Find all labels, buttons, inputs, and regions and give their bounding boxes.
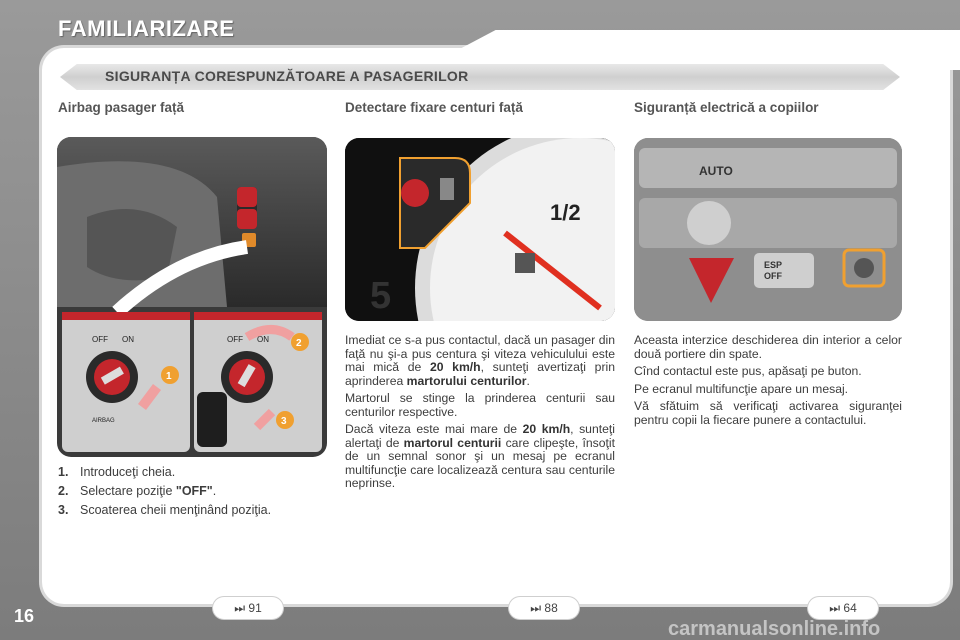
seatbelt-warning-photo [345,138,615,321]
child-lock-text [634,334,902,431]
airbag-photo [57,137,327,457]
belts-paragraph-1: Imediat ce s-a pus contactul, dacă un pasager din faţă nu şi-a pus centura şi viteza vehiculului este mai mică de 20 km/h, sunteţi avertizaţi prin aprinderea martorului centurilor. [345,333,615,388]
heading-airbag: Airbag pasager față [58,100,185,115]
switch-on-label-2: ON [257,335,269,344]
heading-belts: Detectare fixare centuri față [345,100,523,115]
child-paragraph-3: Pe ecranul multifuncţie apare un mesaj. [634,381,849,396]
page-ref-link[interactable]: ⏭ 64 [808,597,878,619]
belts-paragraph-2: Martorul se stinge la prinderea centurii sau centurilor respective. [345,391,615,419]
step-item [58,484,271,498]
child-paragraph-1: Aceasta interzice deschiderea din interior a celor două portiere din spate. [634,333,902,361]
page-title: FAMILIARIZARE [58,16,235,41]
panel-auto-label: AUTO [699,164,733,178]
watermark: carmanualsonline.info [668,618,881,640]
step-text: Scoaterea cheii menţinând poziţia. [80,503,272,517]
child-lock-photo [634,138,902,321]
gauge-half-label: 1/2 [550,200,581,225]
gauge-five-label: 5 [370,275,392,317]
step-text: Selectare poziţie [80,484,176,498]
callout-2: 2 [296,338,302,349]
switch-on-label-1: ON [122,335,134,344]
heading-child-lock: Siguranță electrică a copiilor [634,100,819,115]
section-title: SIGURANȚA CORESPUNZĂTOARE A PASAGERILOR [105,68,469,84]
step-number: 3. [58,503,69,517]
step-number: 2. [58,484,69,498]
step-suffix: . [212,484,217,498]
belts-paragraph-3: Dacă viteza este mai mare de 20 km/h, sunteţi alertaţi de martorul centurii care clipeşte, însoţit de un semnal sonor şi un mesaj pe ecranul multifuncţie care localizează centura sau centurile neprinse. [345,422,616,490]
step-number: 1. [58,465,69,479]
child-paragraph-2: Cînd contactul este pus, apăsaţi pe buton. [634,364,862,378]
callout-3: 3 [281,416,287,427]
page-number: 16 [14,606,35,626]
airbag-steps [58,465,271,522]
page-ref-link[interactable]: ⏭ 91 [213,597,283,619]
step-item [58,465,271,479]
belts-text [345,334,615,495]
step-item [58,503,271,517]
switch-off-label-2: OFF [227,335,243,344]
step-text: Introduceţi cheia. [80,465,176,479]
skip-forward-icon: ⏭ [530,600,545,615]
switch-off-label-1: OFF [92,335,108,344]
switch-airbag-label: AIRBAG [92,418,115,424]
callout-1: 1 [166,371,172,382]
skip-forward-icon: ⏭ [234,600,249,615]
child-paragraph-4: Vă sfătuim să verificaţi activarea siguranţei pentru copii la fiecare punere a contactului. [634,399,902,427]
panel-esp-label: ESP [764,260,783,270]
panel-esp-off-label: OFF [764,271,782,281]
page-ref-link[interactable]: ⏭ 88 [509,597,579,619]
skip-forward-icon: ⏭ [829,600,844,615]
step-bold: "OFF" [175,484,213,498]
